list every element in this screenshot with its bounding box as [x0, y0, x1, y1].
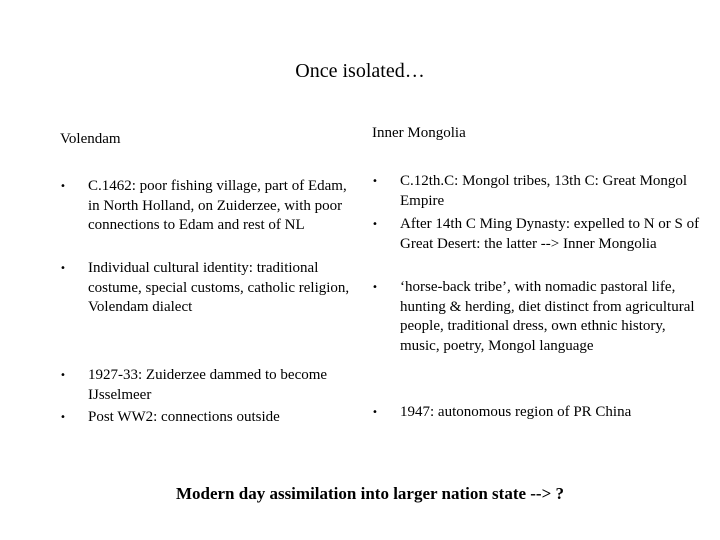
list-item — [60, 366, 360, 405]
page-title: Once isolated… — [295, 60, 425, 82]
list-item-text: C.12th.C: Mongol tribes, 13th C: Great Mongol Empire — [400, 173, 688, 209]
bullet-icon: • — [372, 282, 378, 293]
list-item-text: 1927-33: Zuiderzee dammed to become IJsselmeer — [88, 367, 328, 403]
list-item-text: ‘horse-back tribe’, with nomadic pastoral life, hunting & herding, diet distinct from agricultural people, traditional dress, own ethnic history, music, poetry, Mongol language — [400, 279, 695, 354]
list-item — [372, 172, 702, 211]
bullet-icon: • — [60, 412, 66, 423]
list-item — [372, 215, 702, 254]
list-item — [60, 177, 360, 236]
list-item — [372, 278, 702, 356]
inner-mongolia-heading: Inner Mongolia — [372, 125, 466, 141]
volendam-heading: Volendam — [60, 131, 121, 147]
list-item-text: C.1462: poor fishing village, part of Edam, in North Holland, on Zuiderzee, with poor connections to Edam and rest of NL — [88, 178, 347, 233]
bullet-icon: • — [372, 176, 378, 187]
list-item-text: Individual cultural identity: traditional costume, special customs, catholic religion, Volendam dialect — [88, 260, 350, 315]
list-item-text: 1947: autonomous region of PR China — [400, 404, 632, 420]
bullet-icon: • — [60, 263, 66, 274]
bullet-icon: • — [60, 370, 66, 381]
bullet-icon: • — [60, 181, 66, 192]
list-item-text: After 14th C Ming Dynasty: expelled to N or S of Great Desert: the latter --> Inner Mongolia — [400, 216, 700, 252]
conclusion-text: Modern day assimilation into larger nation state --> ? — [175, 484, 565, 503]
list-item-text: Post WW2: connections outside — [88, 409, 280, 425]
bullet-icon: • — [372, 407, 378, 418]
list-item — [60, 259, 360, 318]
list-item — [372, 403, 702, 423]
list-item — [60, 408, 360, 428]
bullet-icon: • — [372, 219, 378, 230]
